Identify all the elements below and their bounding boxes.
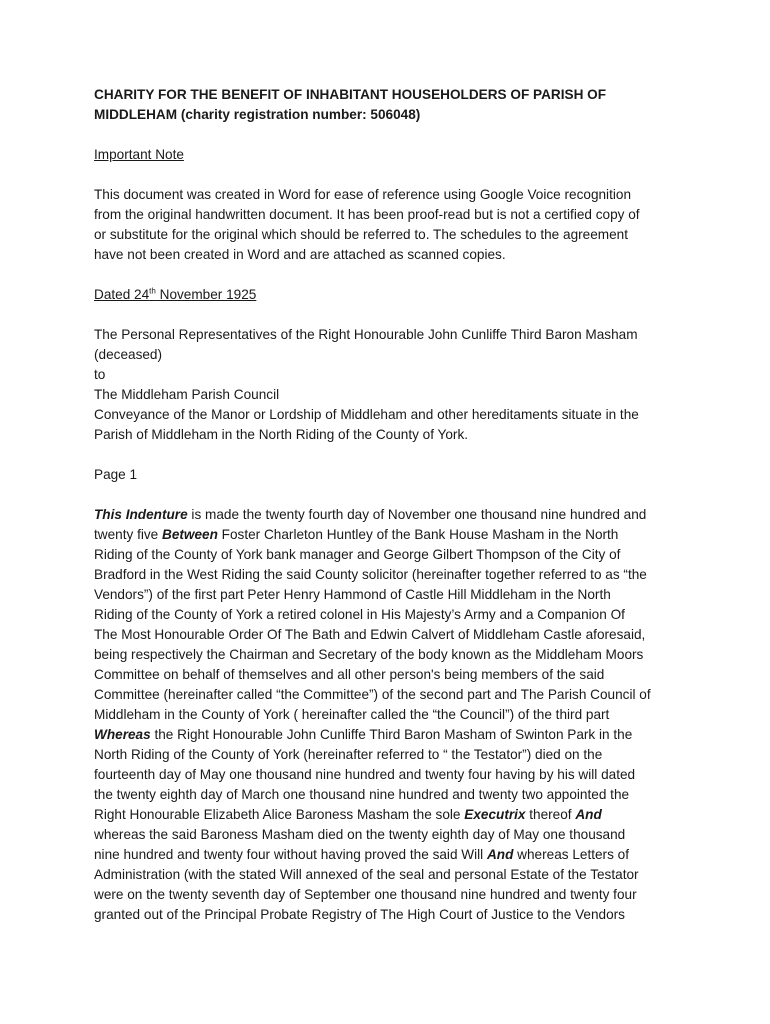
indenture-line: Administration (with the stated Will annexed of the seal and personal Estate of the Testator [94, 867, 639, 882]
page-label [94, 465, 679, 485]
indenture-text: Foster Charleton Huntley of the Bank House Masham in the North [217, 527, 619, 542]
indenture-text: nine hundred and twenty four without having proved the said Will [94, 847, 487, 862]
indenture-line: Vendors”) of the first part Peter Henry Hammond of Castle Hill Middleham in the North [94, 587, 611, 602]
parties-line: to [94, 367, 106, 382]
title-line-2: MIDDLEHAM (charity registration number: 506048) [94, 107, 421, 122]
emphasis-term: Whereas [94, 727, 151, 742]
parties-line: The Middleham Parish Council [94, 387, 280, 402]
important-note-paragraph [94, 185, 679, 265]
indenture-line: The Most Honourable Order Of The Bath and Edwin Calvert of Middleham Castle aforesaid, [94, 627, 646, 642]
indenture-line: whereas the said Baroness Masham died on the twenty eighth day of May one thousand [94, 827, 626, 842]
important-note-heading-text: Important Note [94, 147, 184, 162]
dated-suffix: November 1925 [155, 287, 257, 302]
parties-line: Conveyance of the Manor or Lordship of Middleham and other hereditaments situate in the [94, 407, 639, 422]
page-label-text: Page 1 [94, 467, 138, 482]
indenture-text: is made the twenty fourth day of November one thousand nine hundred and [187, 507, 647, 522]
indenture-line: Committee (hereinafter called “the Committee”) of the second part and The Parish Council of [94, 687, 651, 702]
indenture-line: granted out of the Principal Probate Registry of The High Court of Justice to the Vendors [94, 907, 625, 922]
emphasis-term: Executrix [464, 807, 526, 822]
emphasis-term: This Indenture [94, 507, 188, 522]
indenture-line: Bradford in the West Riding the said County solicitor (hereinafter together referred to as “the [94, 567, 647, 582]
dated-text [94, 287, 256, 302]
document-title [94, 85, 679, 125]
indenture-line: were on the twenty seventh day of September one thousand nine hundred and twenty four [94, 887, 637, 902]
indenture-line: North Riding of the County of York (hereinafter referred to “ the Testator”) died on the [94, 747, 603, 762]
indenture-line: being respectively the Chairman and Secretary of the body known as the Middleham Moors [94, 647, 644, 662]
parties-line: The Personal Representatives of the Right Honourable John Cunliffe Third Baron Masham [94, 327, 638, 342]
indenture-line: Committee on behalf of themselves and all other person's being members of the said [94, 667, 605, 682]
parties-paragraph [94, 325, 679, 445]
emphasis-term: Between [162, 527, 218, 542]
emphasis-term: And [486, 847, 514, 862]
indenture-text: twenty five [94, 527, 162, 542]
indenture-line [94, 845, 679, 865]
indenture-paragraph [94, 505, 679, 925]
indenture-line: Riding of the County of York bank manager and George Gilbert Thompson of the City of [94, 547, 621, 562]
indenture-line: fourteenth day of May one thousand nine hundred and twenty four having by his will dated [94, 767, 636, 782]
indenture-text: Right Honourable Elizabeth Alice Baroness Masham the sole [94, 807, 465, 822]
emphasis-term: And [575, 807, 602, 822]
indenture-line [94, 525, 679, 545]
dated-ordinal: th [149, 286, 156, 296]
dated-line [94, 285, 679, 305]
dated-prefix: Dated 24 [94, 287, 150, 302]
note-line: or substitute for the original which should be referred to. The schedules to the agreement [94, 227, 628, 242]
indenture-line: Middleham in the County of York ( hereinafter called the “the Council”) of the third part [94, 707, 610, 722]
indenture-line: the twenty eighth day of March one thousand nine hundred and twenty two appointed the [94, 787, 630, 802]
parties-line: Parish of Middleham in the North Riding of the County of York. [94, 427, 469, 442]
important-note-heading [94, 145, 679, 165]
note-line: This document was created in Word for ease of reference using Google Voice recognition [94, 187, 631, 202]
note-line: have not been created in Word and are attached as scanned copies. [94, 247, 506, 262]
indenture-line: Riding of the County of York a retired colonel in His Majesty’s Army and a Companion Of [94, 607, 625, 622]
parties-line: (deceased) [94, 347, 163, 362]
indenture-line [94, 725, 679, 745]
indenture-line [94, 805, 679, 825]
indenture-text: whereas Letters of [513, 847, 629, 862]
note-line: from the original handwritten document. It has been proof-read but is not a certified copy of [94, 207, 640, 222]
title-line-1: CHARITY FOR THE BENEFIT OF INHABITANT HOUSEHOLDERS OF PARISH OF [94, 87, 607, 102]
indenture-text: the Right Honourable John Cunliffe Third Baron Masham of Swinton Park in the [150, 727, 633, 742]
indenture-line [94, 505, 679, 525]
document-body [94, 85, 679, 925]
indenture-text: thereof [525, 807, 576, 822]
